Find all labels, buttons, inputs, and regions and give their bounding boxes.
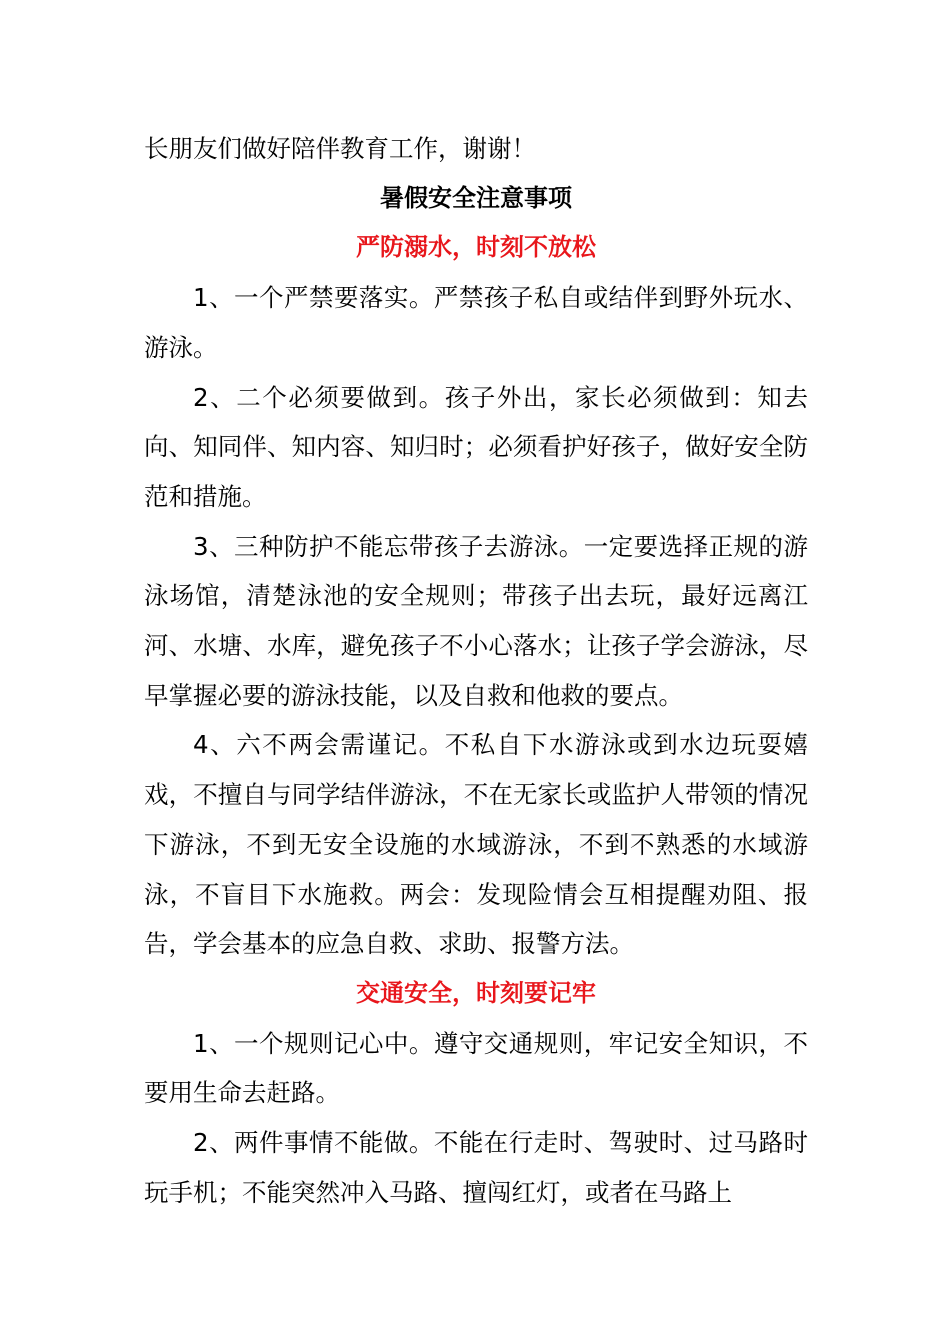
- drowning-paragraph-4: 4、六不两会需谨记。不私自下水游泳或到水边玩耍嬉戏，不擅自与同学结伴游泳，不在无家长或监护人带领的情况下游泳，不到无安全设施的水域游泳，不到不熟悉的水域游泳，不盲目下水施救。两会：发现险情会互相提醒劝阻、报告，学会基本的应急自救、求助、报警方法。: [144, 730, 808, 959]
- section-heading-drowning: 严防溺水，时刻不放松: [356, 233, 596, 262]
- drowning-paragraph-1: 1、一个严禁要落实。严禁孩子私自或结伴到野外玩水、游泳。: [144, 283, 808, 362]
- drowning-paragraph-2: 2、二个必须要做到。孩子外出，家长必须做到：知去向、知同伴、知内容、知归时；必须看护好孩子，做好安全防范和措施。: [144, 382, 808, 511]
- continuation-paragraph: 长朋友们做好陪伴教育工作，谢谢！: [144, 134, 536, 163]
- document-title: 暑假安全注意事项: [380, 183, 572, 212]
- traffic-paragraph-1: 1、一个规则记心中。遵守交通规则，牢记安全知识，不要用生命去赶路。: [144, 1028, 808, 1108]
- section-heading-traffic: 交通安全，时刻要记牢: [356, 978, 596, 1007]
- document-body: [144, 124, 808, 1217]
- traffic-paragraph-2: 2、两件事情不能做。不能在行走时、驾驶时、过马路时玩手机；不能突然冲入马路、擅闯红灯，或者在马路上: [144, 1128, 808, 1207]
- drowning-paragraph-3: 3、三种防护不能忘带孩子去游泳。一定要选择正规的游泳场馆，清楚泳池的安全规则；带孩子出去玩，最好远离江河、水塘、水库，避免孩子不小心落水；让孩子学会游泳，尽早掌握必要的游泳技能，以及自救和他救的要点。: [144, 531, 808, 710]
